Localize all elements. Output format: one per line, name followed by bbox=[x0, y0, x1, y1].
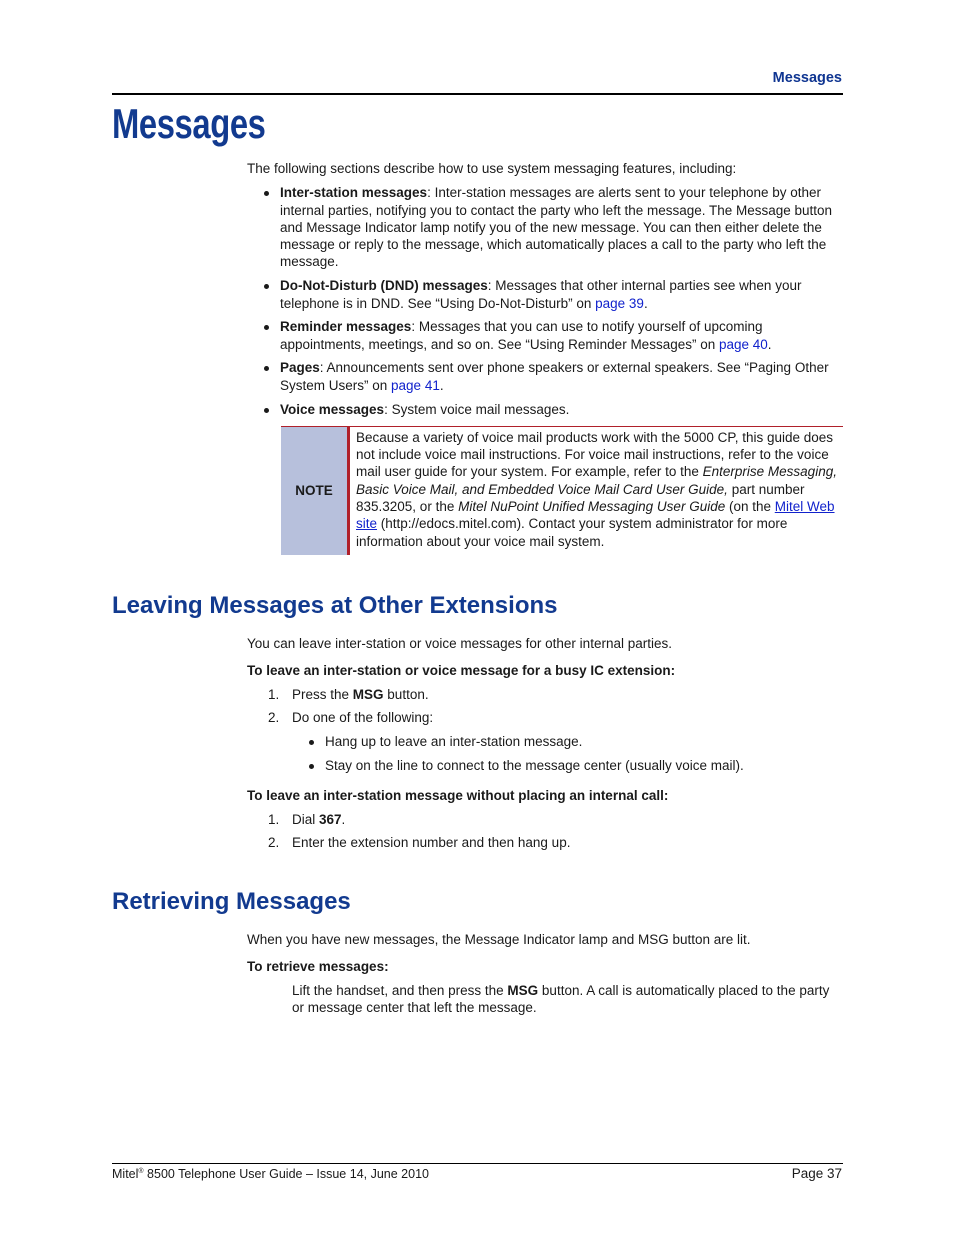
note-divider bbox=[347, 427, 350, 555]
bullet-icon bbox=[264, 284, 269, 289]
list-item bbox=[247, 277, 843, 312]
bullet-icon bbox=[264, 191, 269, 196]
header-rule bbox=[112, 93, 843, 95]
page-title: Messages bbox=[112, 100, 266, 147]
list-item bbox=[247, 184, 843, 270]
step-text: Enter the extension number and then hang up. bbox=[292, 835, 571, 851]
description: : Messages that other internal parties see when your telephone is in DND. See “Using Do-Not-Disturb” on bbox=[280, 278, 802, 311]
step-text: button. bbox=[383, 686, 429, 702]
note-text-part: (http://edocs.mitel.com). Contact your system administrator for more information about your voice mail system. bbox=[356, 516, 788, 549]
step-text: Press the bbox=[292, 686, 353, 702]
list-item bbox=[247, 401, 843, 418]
bullet-icon bbox=[264, 366, 269, 371]
footer-guide-title bbox=[112, 1167, 429, 1181]
step-number: 2. bbox=[268, 710, 280, 726]
description: : Announcements sent over phone speakers or external speakers. See “Paging Other System Users” on bbox=[280, 360, 829, 393]
note-italic-title: Mitel NuPoint Unified Messaging User Guide bbox=[458, 499, 726, 515]
punctuation: . bbox=[643, 295, 648, 311]
option-text: Stay on the line to connect to the message center (usually voice mail). bbox=[325, 757, 744, 773]
note-box bbox=[281, 426, 843, 555]
section-intro: You can leave inter-station or voice messages for other internal parties. bbox=[247, 636, 672, 651]
bullet-icon bbox=[309, 740, 314, 745]
list-item bbox=[247, 318, 843, 353]
step bbox=[247, 811, 843, 828]
description: : Inter-station messages are alerts sent to your telephone by other internal parties, notifying you to contact the party who left the message. The Message button and Message Indicator lamp notify you of the new message. You can then either delete the message or reply to the message, which automatically places a call to the party who left the message. bbox=[280, 185, 833, 270]
page-link[interactable]: page 39 bbox=[595, 295, 644, 311]
list-item bbox=[247, 359, 843, 394]
punctuation: . bbox=[439, 377, 444, 393]
leaving-messages-body bbox=[247, 635, 843, 858]
note-text-part: (on the bbox=[725, 499, 775, 515]
term: Reminder messages bbox=[280, 319, 412, 335]
step-text: Do one of the following: bbox=[292, 710, 434, 726]
description: : System voice mail messages. bbox=[384, 401, 570, 417]
punctuation: . bbox=[767, 336, 772, 352]
step-number: 2. bbox=[268, 835, 280, 851]
step-text: Dial bbox=[292, 811, 320, 827]
procedure-steps bbox=[247, 686, 843, 727]
registered-mark: ® bbox=[138, 1167, 144, 1175]
bullet-icon bbox=[309, 764, 314, 769]
description: : Messages that you can use to notify yourself of upcoming appointments, meetings, and so on. See “Using Reminder Messages” on bbox=[280, 319, 763, 352]
term: Pages bbox=[280, 360, 320, 376]
page-link[interactable]: page 41 bbox=[391, 377, 440, 393]
step-text: . bbox=[341, 811, 346, 827]
list-item bbox=[292, 733, 843, 750]
sub-options bbox=[247, 733, 843, 774]
bullet-icon bbox=[264, 408, 269, 413]
procedure-steps bbox=[247, 811, 843, 852]
term: Do-Not-Disturb (DND) messages bbox=[280, 278, 488, 294]
brand: Mitel bbox=[112, 1167, 139, 1181]
key-label: MSG bbox=[507, 982, 539, 998]
bullet-icon bbox=[264, 325, 269, 330]
messages-body bbox=[247, 160, 843, 555]
guide-title: 8500 Telephone User Guide – Issue 14, June 2010 bbox=[143, 1167, 429, 1181]
procedure-heading: To leave an inter-station message without placing an internal call: bbox=[247, 788, 669, 804]
page-number: Page 37 bbox=[791, 1166, 842, 1181]
list-item bbox=[292, 757, 843, 774]
term: Inter-station messages bbox=[280, 185, 428, 201]
section-heading-leaving-messages: Leaving Messages at Other Extensions bbox=[112, 592, 558, 619]
retrieving-messages-body bbox=[247, 931, 843, 1016]
option-text: Hang up to leave an inter-station message. bbox=[325, 734, 583, 750]
procedure-heading: To leave an inter-station or voice message for a busy IC extension: bbox=[247, 663, 676, 679]
feature-list bbox=[247, 184, 843, 418]
mitel-web-site-link[interactable]: Mitel Web site bbox=[356, 499, 835, 532]
footer-rule bbox=[112, 1163, 843, 1164]
page-link[interactable]: page 40 bbox=[718, 336, 768, 352]
step-number: 1. bbox=[268, 811, 280, 827]
running-header: Messages bbox=[772, 70, 842, 86]
step bbox=[247, 834, 843, 851]
step-number: 1. bbox=[268, 686, 280, 702]
section-intro: When you have new messages, the Message Indicator lamp and MSG button are lit. bbox=[247, 932, 751, 947]
step-text: button. A call is automatically placed to the party or message center that left the message. bbox=[292, 982, 830, 1015]
intro-text: The following sections describe how to use system messaging features, including: bbox=[247, 161, 737, 176]
procedure-step bbox=[247, 982, 843, 1017]
procedure-heading: To retrieve messages: bbox=[247, 959, 389, 975]
note-text bbox=[356, 429, 842, 550]
step bbox=[247, 686, 843, 703]
step bbox=[247, 709, 843, 726]
key-label: MSG bbox=[352, 686, 384, 702]
key-label: 367 bbox=[319, 811, 342, 827]
note-text-part: Because a variety of voice mail products work with the 5000 CP, this guide does not include voice mail instructions. For voice mail instructions, refer to the voice mail user guide for your system. For example, refer to the bbox=[356, 429, 834, 480]
section-heading-retrieving-messages: Retrieving Messages bbox=[112, 888, 351, 915]
note-italic-title: Enterprise Messaging, Basic Voice Mail, and Embedded Voice Mail Card User Guide, bbox=[356, 464, 837, 497]
note-label: NOTE bbox=[281, 427, 347, 555]
term: Voice messages bbox=[280, 401, 385, 417]
note-text-part: part number 835.3205, or the bbox=[356, 481, 805, 515]
step-text: Lift the handset, and then press the bbox=[292, 982, 508, 998]
